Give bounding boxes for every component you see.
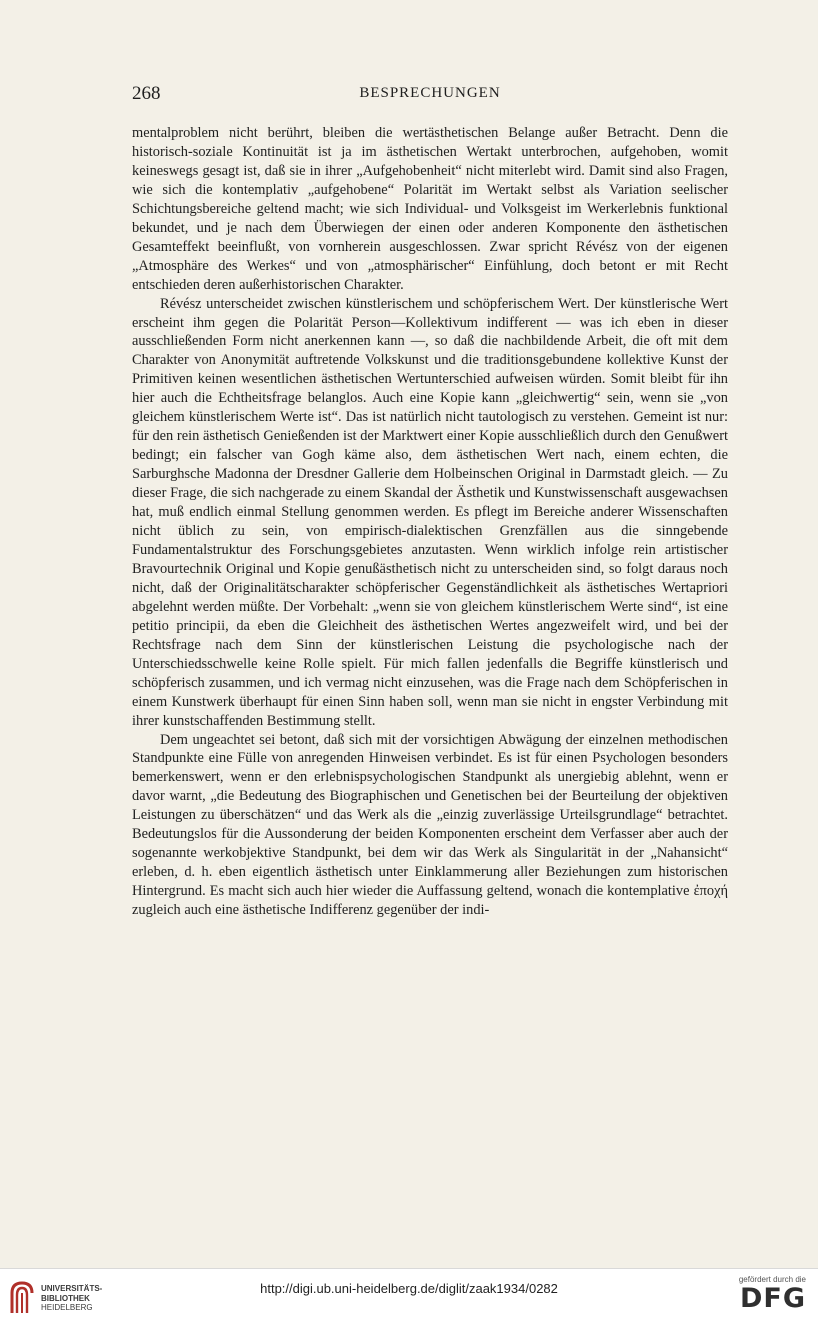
page-number: 268 (132, 83, 161, 104)
permalink-url[interactable]: http://digi.ub.uni-heidelberg.de/diglit/zaak1934/0282 (260, 1281, 558, 1296)
paragraph-3: Dem ungeachtet sei betont, daß sich mit der vorsichtigen Abwägung der einzelnen methodischen Standpunkte eine Fülle von anregenden Hinweisen verbindet. Es ist für einen Psychologen besonders bemerkenswert, wenn er den erlebnispsychologischen Standpunkt als unergiebig ablehnt, wenn er davor warnt, „die Bedeutung des Biographischen und Genetischen bei der Beurteilung der objektiven Leistungen zu überschätzen“ und das Werk als die „einzig zuverlässige Urteilsgrundlage“ betrachtet. Bedeutungslos für die Aussonderung der beiden Komponenten erscheint dem Verfasser aber auch der sogenannte werkobjektive Standpunkt, bei dem wir das Werk als Singularität in der „Nahansicht“ erleben, d. h. eben eigentlich ästhetisch unter Einklammerung aller Beziehungen zum historischen Hintergrund. Es macht sich auch hier wieder die Auffassung geltend, wonach die kontemplative ἐποχή zugleich auch eine ästhetische Indifferenz gegenüber der indi- (132, 731, 728, 919)
library-name-line-3: HEIDELBERG (41, 1303, 93, 1312)
library-name-line-1: UNIVERSITÄTS- (41, 1284, 103, 1293)
funder-note: gefördert durch die (738, 1275, 806, 1284)
library-name-line-2: BIBLIOTHEK (41, 1293, 90, 1303)
running-title: BESPRECHUNGEN (359, 85, 501, 101)
funder-block[interactable] (706, 1275, 806, 1314)
body-text (132, 124, 728, 920)
paragraph-1: mentalproblem nicht berührt, bleiben die wertästhetischen Belange außer Betracht. Denn die historisch-soziale Kontinuität ist ja im ästhetischen Wertakt unterbrochen, aufgehoben, womit keineswegs gesagt ist, daß sie in ihrer „Aufgehobenheit“ nicht miterlebt wird. Damit sind also Fragen, wie sich die kontemplativ „aufgehobene“ Polarität im Wertakt selbst als Variation seelischer Schichtungsbereiche geltend macht; wie sich Individual- und Volksgeist im Werkerlebnis funktional bekundet, und je nach dem Überwiegen der einen oder anderen Komponente den ästhetischen Gesamteffekt beeinflußt, von vornherein ausgeschlossen. Zwar spricht Révész von der eigenen „Atmosphäre des Werkes“ und von „atmosphärischer“ Einfühlung, doch betont er mit Recht entschieden deren außerhistorischen Charakter. (132, 125, 728, 293)
page-header (132, 83, 728, 109)
dfg-logo: DFG (739, 1283, 806, 1314)
paragraph-2: Révész unterscheidet zwischen künstlerischem und schöpferischem Wert. Der künstlerische Wert erscheint ihm gegen die Polarität Person—Kollektivum indifferent — was ich eben in dieser ausschließenden Form nicht anerkennen kann —, so daß die nachbildende Arbeit, die oft mit dem Charakter von Anonymität auftretende Volkskunst und die traditionsgebundene kollektive Kunst der Primitiven keinen wesentlichen ästhetischen Wertunterschied aufweisen würden. Somit bleibt für ihn hier auch die Echtheitsfrage belanglos. Auch eine Kopie kann „gleichwertig“ sein, wenn sie „von gleichem künstlerischem Werte ist“. Das ist natürlich nicht tautologisch zu verstehen. Gemeint ist nur: für den rein ästhetisch Genießenden ist der Marktwert einer Kopie ausschließlich durch den Genußwert bedingt; ein falscher van Gogh käme also, dem ästhetischen Wert nach, einem echten, die Sarburghsche Madonna der Dresdner Gallerie dem Holbeinschen Original in Darmstadt gleich. — Zu dieser Frage, die sich nachgerade zu einem Skandal der Ästhetik und Kunstwissenschaft ausgewachsen hat, muß endlich einmal Stellung genommen werden. Es pflegt im Bereiche anderer Wissenschaften nicht üblich zu sein, von empirisch-dialektischen Grenzfällen aus die sinngebende Fundamentalstruktur des Forschungsgebietes anzutasten. Wenn wirklich infolge rein artistischer Bravourtechnik Original und Kopie genußästhetisch nicht zu unterscheiden sind, so folgt daraus noch nicht, daß der Originalitätscharakter schöpferischer Gegenständlichkeit als ästhetisches Wertapriori abgelehnt werden müßte. Der Vorbehalt: „wenn sie von gleichem künstlerischem Werte sind“, ist eine petitio principii, da eben die Gleichheit des ästhetischen Wertes angezweifelt wird, und bei der Rechtsfrage nach dem Sinn der künstlerischen Leistung die psychologische nach der Unterschiedsschwelle keine Rolle spielt. Für mich fallen jedenfalls die Begriffe künstlerisch und schöpferisch zusammen, und ich vermag nicht einzusehen, was die Frage nach dem Schöpferischen in einem Kunstwerk überhaupt für einen Sinn haben soll, wenn man sie nicht in engster Verbindung mit ihrer kunstschaffenden Bestimmung stellt. (132, 295, 728, 729)
viewer-footer (0, 1268, 818, 1326)
